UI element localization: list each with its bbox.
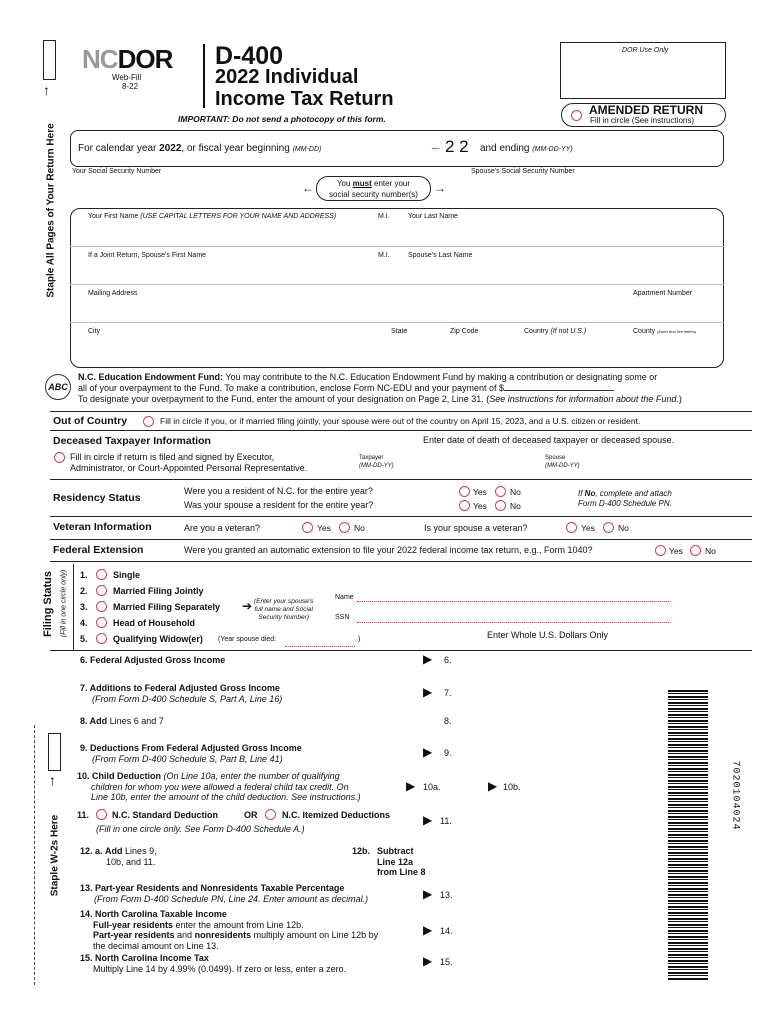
yes-label: Yes [581, 523, 595, 533]
taxpayer-date-label: Taxpayer (MM-DD-YY) [359, 455, 394, 469]
row-line [50, 430, 752, 431]
row-line [50, 411, 752, 412]
arrow-icon: ▶ [423, 887, 433, 901]
fs-single-radio[interactable] [96, 569, 107, 580]
calendar-year: 2022 [159, 143, 182, 154]
spouse-last-label: Spouse's Last Name [408, 252, 473, 259]
line13-label: 13. Part-year Residents and Nonresidents Taxable Percentage [80, 883, 345, 893]
amended-label: AMENDED RETURN [589, 103, 703, 117]
fs-3-num: 3. [80, 602, 88, 612]
calendar-dash: – [432, 140, 440, 155]
webfill-date: 8-22 [122, 82, 139, 91]
no-label: No [705, 546, 716, 556]
line8-ref: 8. [444, 716, 452, 726]
webfill-label: Web-Fill [112, 73, 142, 82]
arrow-icon: ▶ [423, 954, 433, 968]
line10-label: 10. Child Deduction (On Line 10a, enter the number of qualifying children for whom you were allowed a federal child tax credit. On Line 10b, enter the amount of the child deduction. See instructions.) [77, 771, 361, 802]
fs-separate-radio[interactable] [96, 601, 107, 612]
dor-use-label: DOR Use Only [622, 47, 669, 54]
row-line [50, 479, 752, 480]
zip-label: Zip Code [450, 328, 479, 335]
extension-no-radio[interactable] [690, 545, 701, 556]
title-line2: Income Tax Return [215, 88, 394, 110]
form-number: D-400 [215, 42, 284, 70]
fs-widow-label: Qualifying Widow(er) [113, 634, 203, 644]
fs-separate-label: Married Filing Separately [113, 602, 221, 612]
no-label: No [354, 523, 365, 533]
line12b-num: 12b. [352, 846, 371, 856]
executor-radio[interactable] [54, 452, 65, 463]
no-label: No [510, 487, 521, 497]
residency-q2-no-radio[interactable] [495, 500, 506, 511]
filing-status-sub: (Fill in one circle only) [60, 569, 68, 638]
mailing-divider [70, 322, 724, 323]
title-line1: 2022 Individual [215, 66, 359, 88]
last-name-label: Your Last Name [408, 213, 458, 220]
fs-joint-label: Married Filing Jointly [113, 586, 204, 596]
country-label: Country (If not U.S.) [524, 328, 587, 335]
veteran-no-radio[interactable] [339, 522, 350, 533]
residency-q1-yes-radio[interactable] [459, 486, 470, 497]
fs-5-num: 5. [80, 634, 88, 644]
deceased-title: Deceased Taxpayer Information [53, 435, 211, 447]
fs-name-label: Name [335, 594, 354, 601]
staple-box-top [43, 40, 56, 80]
out-of-country-text: Fill in circle if you, or if married filing jointly, your spouse were out of the country on April 15, 2023, and a U.S. citizen or resident. [160, 416, 641, 426]
row-line [50, 539, 752, 540]
ncdor-logo: NCDOR [82, 44, 173, 74]
line11-sub: (Fill in one circle only. See Form D-400 Schedule A.) [96, 824, 305, 834]
fs-joint-radio[interactable] [96, 585, 107, 596]
fs-ssn-label: SSN [335, 614, 350, 621]
residency-q1: Were you a resident of N.C. for the entire year? [184, 486, 373, 496]
line12a-label: 12. a. Add Lines 9, 10b, and 11. [80, 846, 157, 867]
spouse-name-note: (Enter your spouse's full name and Social Security Number) [254, 598, 314, 621]
line8-label: 8. Add Lines 6 and 7 [80, 716, 164, 726]
fs-hoh-label: Head of Household [113, 618, 196, 628]
line10b-ref: 10b. [503, 782, 521, 792]
or-label: OR [244, 810, 258, 820]
right-arrow-icon: → [434, 181, 446, 195]
spouse-ssn-label: Spouse's Social Security Number [471, 168, 575, 175]
arrow-icon: ▶ [423, 813, 433, 827]
filing-status-vertical: Filing Status [42, 571, 54, 637]
out-of-country-radio[interactable] [143, 416, 154, 427]
line13-sub: (From Form D-400 Schedule PN, Line 24. Enter amount as decimal.) [94, 894, 369, 904]
left-arrow-icon: ← [302, 181, 314, 195]
row-line [50, 516, 752, 517]
veteran-q2: Is your spouse a veteran? [424, 523, 528, 533]
itm-deduction-label: N.C. Itemized Deductions [282, 810, 391, 820]
header-divider [203, 44, 205, 108]
spouse-date-label: Spouse (MM-DD-YY) [545, 455, 580, 469]
veteran-yes-radio[interactable] [302, 522, 313, 533]
amended-sub: Fill in circle (See instructions) [590, 116, 695, 125]
out-of-country-title: Out of Country [53, 415, 128, 427]
staple-bracket [34, 725, 35, 985]
fs-hoh-radio[interactable] [96, 617, 107, 628]
line6-ref: 6. [444, 655, 452, 665]
name-address-box [70, 208, 724, 368]
line11-num: 11. [77, 810, 90, 820]
state-label: State [391, 328, 408, 335]
barcode-number: 7020104024 [729, 760, 741, 831]
no-label: No [510, 501, 521, 511]
first-name-label: Your First Name (USE CAPITAL LETTERS FOR YOUR NAME AND ADDRESS) [88, 213, 337, 220]
no-label: No [618, 523, 629, 533]
spouse-veteran-yes-radio[interactable] [566, 522, 577, 533]
barcode [668, 690, 708, 980]
paren-close: ) [358, 636, 361, 643]
line7-sub: (From Form D-400 Schedule S, Part A, Line 16) [92, 694, 283, 704]
fs-1-num: 1. [80, 570, 88, 580]
county-label: County (Enter first five letters) [633, 328, 697, 335]
line14-label: 14. North Carolina Taxable Income Full-year residents enter the amount from Line 12b. Part-year residents and nonresidents multiply amount on Line 12b by the decimal amount on Line 13. [80, 909, 379, 951]
edu-logo-icon: ABC [45, 374, 71, 400]
executor-text: Fill in circle if return is filed and signed by Executor, Administrator, or Court-Appointed Personal Representative. [70, 452, 308, 473]
ssn-notice: You must enter your social security number(s) [316, 176, 431, 201]
std-deduction-label: N.C. Standard Deduction [112, 810, 219, 820]
row-line [50, 650, 752, 651]
line13-ref: 13. [440, 890, 453, 900]
residency-title: Residency Status [53, 492, 141, 504]
spouse-veteran-no-radio[interactable] [603, 522, 614, 533]
line9-ref: 9. [444, 748, 452, 758]
fs-2-num: 2. [80, 586, 88, 596]
yes-label: Yes [669, 546, 683, 556]
yes-label: Yes [473, 501, 487, 511]
deceased-date-prompt: Enter date of death of deceased taxpayer or deceased spouse. [423, 435, 675, 445]
line15-label: 15. North Carolina Income Tax Multiply Line 14 by 4.99% (0.0499). If zero or less, enter a zero. [80, 953, 347, 974]
arrow-icon: ▶ [406, 779, 416, 793]
line11-ref: 11. [440, 816, 452, 826]
up-arrow-icon: ↑ [49, 772, 56, 788]
arrow-icon: ▶ [423, 685, 433, 699]
line12b-label: Subtract Line 12a from Line 8 [377, 846, 426, 877]
arrow-icon: ▶ [423, 745, 433, 759]
staple-box-bottom [48, 733, 61, 771]
extension-title: Federal Extension [53, 544, 144, 556]
spouse-died-label: (Year spouse died: [218, 636, 277, 643]
spouse-first-label: If a Joint Return, Spouse's First Name [88, 252, 207, 259]
fs-single-label: Single [113, 570, 141, 580]
line7-ref: 7. [444, 688, 452, 698]
yes-label: Yes [473, 487, 487, 497]
staple-top-label: Staple All Pages of Your Return Here [45, 123, 57, 298]
fs-spouse-ssn-input[interactable] [357, 621, 669, 623]
up-arrow-icon: ↑ [43, 82, 50, 98]
mi2-label: M.I. [378, 252, 390, 259]
veteran-title: Veteran Information [53, 521, 152, 533]
arrow-icon: ▶ [423, 923, 433, 937]
spouse-died-input[interactable] [285, 645, 355, 647]
residency-q2: Was your spouse a resident for the entire year? [184, 500, 374, 510]
yes-label: Yes [317, 523, 331, 533]
mailing-label: Mailing Address [88, 290, 138, 297]
name-divider [70, 246, 724, 247]
line7-label: 7. Additions to Federal Adjusted Gross Income [80, 683, 280, 693]
calendar-ending: and ending (MM-DD-YY) [480, 143, 573, 154]
fs-widow-radio[interactable] [96, 633, 107, 644]
arrow-icon: ▶ [488, 779, 498, 793]
row-line [50, 561, 752, 562]
line9-label: 9. Deductions From Federal Adjusted Gross Income [80, 743, 302, 753]
calendar-text: For calendar year 2022, or fiscal year beginning (MM-DD) [78, 143, 322, 154]
line6-label: 6. Federal Adjusted Gross Income [80, 655, 226, 665]
residency-q2-yes-radio[interactable] [459, 500, 470, 511]
important-notice: IMPORTANT: Do not send a photocopy of this form. [178, 114, 386, 124]
extension-q: Were you granted an automatic extension to file your 2022 federal income tax return, e.g., Form 1040? [184, 545, 593, 555]
edu-text: N.C. Education Endowment Fund: You may contribute to the N.C. Education Endowment Fund by making a contribution or designating some or all of your overpayment to the Fund. To make a contribution, enclose Form NC-EDU and your payment of $ To designate your overpayment to the Fund, enter the amount of your designation on Page 2, Line 31. (See instructions for information about the Fund.) [78, 372, 682, 404]
mi-label: M.I. [378, 213, 390, 220]
extension-yes-radio[interactable] [655, 545, 666, 556]
amended-radio[interactable] [571, 110, 582, 121]
whole-dollars-label: Enter Whole U.S. Dollars Only [487, 630, 609, 640]
arrow-icon: ▶ [423, 652, 433, 666]
line10a-ref: 10a. [423, 782, 441, 792]
residency-note: If No, complete and attach Form D-400 Schedule PN. [578, 489, 672, 508]
apt-label: Apartment Number [633, 290, 693, 297]
fs-4-num: 4. [80, 618, 88, 628]
line14-ref: 14. [440, 926, 453, 936]
spouse-divider [70, 284, 724, 285]
veteran-q1: Are you a veteran? [184, 523, 261, 533]
itm-deduction-radio[interactable] [265, 809, 276, 820]
city-label: City [88, 328, 101, 335]
line9-sub: (From Form D-400 Schedule S, Part B, Line 41) [92, 754, 283, 764]
line15-ref: 15. [440, 957, 453, 967]
staple-bottom-label: Staple W-2s Here [49, 814, 61, 897]
residency-q1-no-radio[interactable] [495, 486, 506, 497]
ssn-label: Your Social Security Number [72, 168, 162, 175]
fs-spouse-name-input[interactable] [357, 600, 669, 602]
calendar-yy: 2 2 [445, 137, 469, 156]
std-deduction-radio[interactable] [96, 809, 107, 820]
right-arrow-icon: ➔ [242, 599, 253, 613]
